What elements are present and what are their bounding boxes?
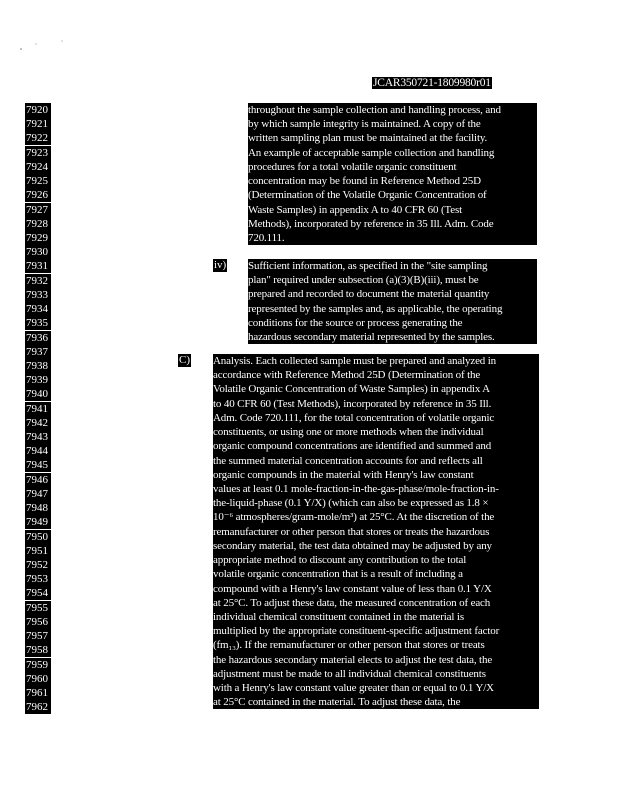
paragraph-analysis <box>213 354 539 709</box>
paragraph-sufficient-information <box>248 259 537 344</box>
text-line: hazardous secondary material represented by the samples. <box>248 331 495 344</box>
line-number: 7922 <box>25 131 51 145</box>
text-line: (Determination of the Volatile Organic Concentration of <box>248 189 487 202</box>
text-line: written sampling plan must be maintained at the facility. <box>248 132 488 145</box>
line-number: 7920 <box>25 103 51 117</box>
text-line: individual chemical constituent contained in the material is <box>213 610 464 623</box>
line-number: 7950 <box>25 530 51 544</box>
text-line: represented by the samples and, as applicable, the operating <box>248 302 503 315</box>
line-number: 7961 <box>25 686 51 700</box>
text-line: Adm. Code 720.111, for the total concentration of volatile organic <box>213 411 495 424</box>
text-line: conditions for the source or process generating the <box>248 316 463 329</box>
text-line: concentration may be found in Reference Method 25D <box>248 175 481 188</box>
line-number: 7956 <box>25 615 51 629</box>
item-marker-c: C) <box>179 354 190 366</box>
line-number: 7925 <box>25 174 51 188</box>
text-line: compound with a Henry's law constant value of less than 0.1 Y/X <box>213 582 492 595</box>
document-id-header: JCAR350721-1809980r01 <box>373 77 491 89</box>
item-marker-iv: iv) <box>214 259 227 271</box>
line-number: 7929 <box>25 231 51 245</box>
text-line: Volatile Organic Concentration of Waste Samples) in appendix A <box>213 383 490 396</box>
text-line: the summed material concentration accounts for and reflects all <box>213 454 483 467</box>
text-line: 10⁻⁶ atmospheres/gram-mole/m³) at 25°C. At the discretion of the <box>213 511 495 524</box>
line-number: 7932 <box>25 274 51 288</box>
text-line: organic compounds in the material with Henry's law constant <box>213 468 474 481</box>
line-number: 7936 <box>25 331 51 345</box>
line-number: 7939 <box>25 373 51 387</box>
line-number: 7959 <box>25 658 51 672</box>
line-number: 7923 <box>25 146 51 160</box>
text-line: adjustment must be made to all individual chemical constituents <box>213 667 486 680</box>
line-number: 7951 <box>25 544 51 558</box>
line-number: 7935 <box>25 316 51 330</box>
text-line: remanufacturer or other person that stores or treats the hazardous <box>213 525 490 538</box>
text-line: plan" required under subsection (a)(3)(B)(iii), must be <box>248 274 479 287</box>
text-line: organic compound concentrations are identified and summed and <box>213 440 492 453</box>
text-line: at 25°C contained in the material. To adjust these data, the <box>213 696 461 709</box>
text-line: Waste Samples) in appendix A to 40 CFR 60 (Test <box>248 203 463 216</box>
line-number: 7941 <box>25 402 51 416</box>
line-number: 7921 <box>25 117 51 131</box>
line-number: 7928 <box>25 217 51 231</box>
line-number: 7938 <box>25 359 51 373</box>
text-line: An example of acceptable sample collection and handling <box>248 146 495 159</box>
text-line: at 25°C. To adjust these data, the measured concentration of each <box>213 596 491 609</box>
text-line: appropriate method to discount any contribution to the total <box>213 554 467 567</box>
text-line: volatile organic concentration that is a result of including a <box>213 568 463 581</box>
line-number: 7926 <box>25 188 51 202</box>
text-line: by which sample integrity is maintained. A copy of the <box>248 118 481 131</box>
line-number: 7937 <box>25 345 51 359</box>
text-line: procedures for a total volatile organic constituent <box>248 160 457 173</box>
line-number: 7924 <box>25 160 51 174</box>
line-number: 7940 <box>25 387 51 401</box>
text-line: 720.111. <box>248 231 285 244</box>
line-number: 7957 <box>25 629 51 643</box>
text-line: the hazardous secondary material elects to adjust the test data, the <box>213 653 493 666</box>
text-line: throughout the sample collection and handling process, and <box>248 104 501 116</box>
text-line: Sufficient information, as specified in the "site sampling <box>248 260 488 272</box>
text-line: to 40 CFR 60 (Test Methods), incorporated by reference in 35 Ill. <box>213 397 492 410</box>
line-number: 7945 <box>25 458 51 472</box>
text-line: multiplied by the appropriate constituent-specific adjustment factor <box>213 625 500 638</box>
text-line: values at least 0.1 mole-fraction-in-the-gas-phase/mole-fraction-in- <box>213 482 499 495</box>
line-number: 7944 <box>25 444 51 458</box>
text-line: with a Henry's law constant value greater than or equal to 0.1 Y/X <box>213 682 494 695</box>
text-line: (fm₁₃). If the remanufacturer or other person that stores or treats <box>213 639 485 652</box>
text-line: accordance with Reference Method 25D (Determination of the <box>213 369 481 382</box>
line-number: 7947 <box>25 487 51 501</box>
line-number: 7933 <box>25 288 51 302</box>
line-number: 7958 <box>25 643 51 657</box>
line-number: 7931 <box>25 259 51 273</box>
line-number: 7960 <box>25 672 51 686</box>
text-line: Methods), incorporated by reference in 35 Ill. Adm. Code <box>248 217 494 230</box>
line-number: 7953 <box>25 572 51 586</box>
line-number: 7954 <box>25 586 51 600</box>
text-line: constituents, or using one or more methods when the individual <box>213 426 484 439</box>
line-number: 7952 <box>25 558 51 572</box>
line-number: 7962 <box>25 700 51 714</box>
scan-specks <box>18 36 78 56</box>
line-number: 7943 <box>25 430 51 444</box>
paragraph-sample-collection <box>248 103 537 245</box>
text-line: secondary material, the test data obtained may be adjusted by any <box>213 539 492 552</box>
text-line: Analysis. Each collected sample must be prepared and analyzed in <box>213 355 497 367</box>
line-number: 7942 <box>25 416 51 430</box>
text-line: the-liquid-phase (0.1 Y/X) (which can also be expressed as 1.8 × <box>213 497 489 510</box>
line-number-gutter <box>25 103 51 714</box>
line-number: 7955 <box>25 601 51 615</box>
text-line: prepared and recorded to document the material quantity <box>248 288 490 301</box>
line-number: 7927 <box>25 203 51 217</box>
line-number: 7930 <box>25 245 51 259</box>
line-number: 7948 <box>25 501 51 515</box>
line-number: 7949 <box>25 515 51 529</box>
line-number: 7946 <box>25 473 51 487</box>
line-number: 7934 <box>25 302 51 316</box>
